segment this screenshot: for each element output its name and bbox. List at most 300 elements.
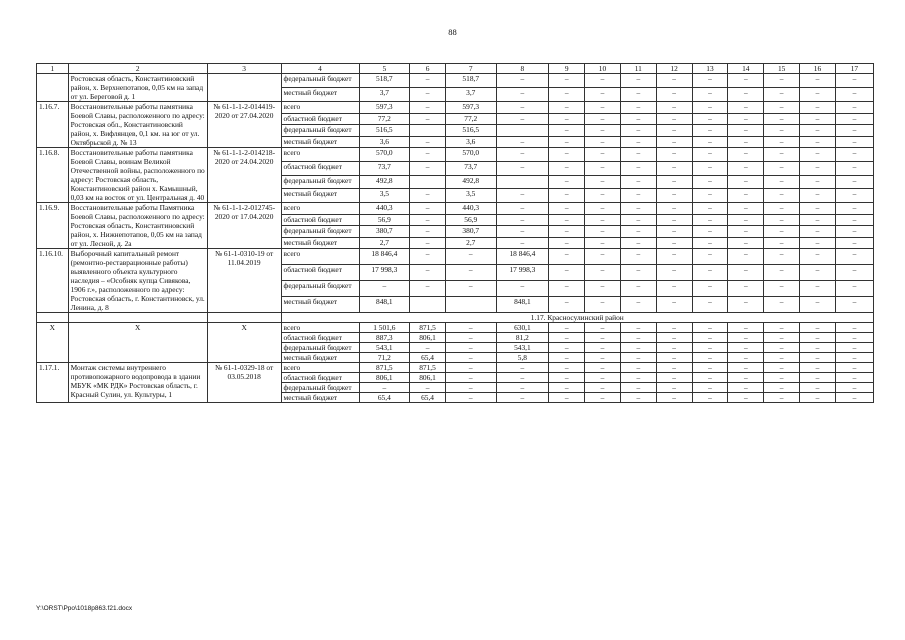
- funding-source: федеральный бюджет: [281, 125, 359, 137]
- section-header-row: [37, 313, 874, 323]
- value-col-16: –: [800, 148, 836, 162]
- value-col-11: –: [620, 265, 656, 281]
- value-col-10: –: [585, 148, 621, 162]
- value-v8: –: [496, 136, 549, 148]
- value-col-15: –: [764, 214, 800, 226]
- value-col-14: –: [728, 189, 764, 203]
- table-row: [37, 148, 874, 162]
- value-v7: 3,7: [445, 88, 496, 102]
- entry-number: 1.16.10.: [37, 249, 69, 313]
- value-col-17: –: [835, 373, 873, 383]
- value-col-15: –: [764, 136, 800, 148]
- value-col-10: –: [585, 102, 621, 114]
- value-col-11: –: [620, 113, 656, 125]
- value-v7: –: [445, 393, 496, 403]
- value-col-12: –: [656, 237, 692, 249]
- entry-number: [37, 74, 69, 102]
- value-v7: –: [445, 333, 496, 343]
- value-col-17: –: [835, 226, 873, 238]
- value-v8: 848,1: [496, 297, 549, 313]
- value-v8: –: [496, 203, 549, 215]
- value-col-17: –: [835, 189, 873, 203]
- value-col-10: –: [585, 353, 621, 363]
- value-col-14: –: [728, 113, 764, 125]
- header-col-17: 17: [835, 64, 873, 74]
- value-col-9: –: [549, 373, 585, 383]
- value-col-10: –: [585, 74, 621, 88]
- value-v6: –: [410, 383, 446, 393]
- value-v7: 380,7: [445, 226, 496, 238]
- value-col-12: –: [656, 189, 692, 203]
- value-col-12: –: [656, 333, 692, 343]
- value-col-13: –: [692, 323, 728, 333]
- value-col-14: –: [728, 363, 764, 373]
- value-v6: 65,4: [410, 393, 446, 403]
- value-col-16: –: [800, 323, 836, 333]
- value-v5: 18 846,4: [359, 249, 410, 265]
- value-col-12: –: [656, 113, 692, 125]
- value-col-9: –: [549, 113, 585, 125]
- value-col-14: –: [728, 383, 764, 393]
- funding-source: местный бюджет: [281, 353, 359, 363]
- header-col-6: 6: [410, 64, 446, 74]
- value-col-12: –: [656, 74, 692, 88]
- value-col-14: –: [728, 265, 764, 281]
- value-col-14: –: [728, 148, 764, 162]
- value-col-9: –: [549, 161, 585, 175]
- value-col-9: –: [549, 148, 585, 162]
- value-v6: –: [410, 265, 446, 281]
- value-col-16: –: [800, 353, 836, 363]
- value-v7: –: [445, 343, 496, 353]
- value-col-11: –: [620, 214, 656, 226]
- value-col-11: –: [620, 333, 656, 343]
- value-col-13: –: [692, 175, 728, 189]
- value-col-9: –: [549, 203, 585, 215]
- value-v8: –: [496, 148, 549, 162]
- value-col-11: –: [620, 136, 656, 148]
- value-col-15: –: [764, 74, 800, 88]
- value-col-15: –: [764, 148, 800, 162]
- value-v6: 65,4: [410, 353, 446, 363]
- value-v8: –: [496, 214, 549, 226]
- header-col-15: 15: [764, 64, 800, 74]
- section-blank: [207, 313, 281, 323]
- value-col-12: –: [656, 373, 692, 383]
- value-col-15: –: [764, 249, 800, 265]
- value-col-12: –: [656, 393, 692, 403]
- value-col-12: –: [656, 102, 692, 114]
- value-col-9: –: [549, 136, 585, 148]
- header-col-11: 11: [620, 64, 656, 74]
- funding-source: всего: [281, 363, 359, 373]
- value-col-16: –: [800, 343, 836, 353]
- header-col-2: 2: [68, 64, 207, 74]
- entry-description: Выборочный капитальный ремонт (ремонтно-реставрационные работы) выявленного объекта культурного наследия – «Особняк купца Сивякова, 1906 г.», расположенного по адресу: Ростовская область, г. Константиновск, ул. Ленина, д. 8: [68, 249, 207, 313]
- value-col-12: –: [656, 161, 692, 175]
- value-v8: [496, 175, 549, 189]
- header-col-16: 16: [800, 64, 836, 74]
- value-v7: 3,6: [445, 136, 496, 148]
- value-col-17: –: [835, 333, 873, 343]
- funding-source: федеральный бюджет: [281, 281, 359, 297]
- value-col-14: –: [728, 203, 764, 215]
- funding-source: областной бюджет: [281, 373, 359, 383]
- value-col-16: –: [800, 237, 836, 249]
- value-v8: 17 998,3: [496, 265, 549, 281]
- value-v8: –: [496, 88, 549, 102]
- value-col-14: –: [728, 88, 764, 102]
- entry-document: № 61-1-1-2-014419-2020 от 27.04.2020: [207, 102, 281, 148]
- value-col-16: –: [800, 203, 836, 215]
- funding-source: областной бюджет: [281, 333, 359, 343]
- value-v6: –: [410, 249, 446, 265]
- value-col-15: –: [764, 323, 800, 333]
- value-col-13: –: [692, 136, 728, 148]
- value-col-14: –: [728, 281, 764, 297]
- value-col-12: –: [656, 125, 692, 137]
- value-v6: 806,1: [410, 333, 446, 343]
- value-col-13: –: [692, 102, 728, 114]
- value-col-9: –: [549, 74, 585, 88]
- value-col-11: –: [620, 249, 656, 265]
- value-v8: –: [496, 226, 549, 238]
- value-col-14: –: [728, 249, 764, 265]
- value-col-15: –: [764, 125, 800, 137]
- value-v5: 597,3: [359, 102, 410, 114]
- value-col-15: –: [764, 189, 800, 203]
- value-col-10: –: [585, 88, 621, 102]
- funding-source: всего: [281, 249, 359, 265]
- value-col-14: –: [728, 373, 764, 383]
- value-v5: 543,1: [359, 343, 410, 353]
- value-v7: –: [445, 383, 496, 393]
- value-v7: –: [445, 281, 496, 297]
- value-col-16: –: [800, 74, 836, 88]
- value-col-11: –: [620, 323, 656, 333]
- funding-source: всего: [281, 203, 359, 215]
- value-v8: –: [496, 237, 549, 249]
- value-v7: 492,8: [445, 175, 496, 189]
- value-col-16: –: [800, 175, 836, 189]
- section-title: 1.17. Красносулинский район: [281, 313, 873, 323]
- value-v8: –: [496, 113, 549, 125]
- value-col-12: –: [656, 353, 692, 363]
- header-col-7: 7: [445, 64, 496, 74]
- value-col-16: –: [800, 297, 836, 313]
- value-v7: 570,0: [445, 148, 496, 162]
- value-col-14: –: [728, 353, 764, 363]
- entry-number: 1.16.7.: [37, 102, 69, 148]
- funding-source: федеральный бюджет: [281, 74, 359, 88]
- value-v7: –: [445, 265, 496, 281]
- value-v5: 2,7: [359, 237, 410, 249]
- value-col-13: –: [692, 148, 728, 162]
- budget-table: [36, 63, 874, 403]
- header-col-8: 8: [496, 64, 549, 74]
- value-v5: 56,9: [359, 214, 410, 226]
- funding-source: местный бюджет: [281, 136, 359, 148]
- header-col-14: 14: [728, 64, 764, 74]
- value-col-17: –: [835, 88, 873, 102]
- value-col-16: –: [800, 214, 836, 226]
- value-v6: –: [410, 74, 446, 88]
- value-col-14: –: [728, 226, 764, 238]
- value-col-11: –: [620, 383, 656, 393]
- value-col-11: –: [620, 203, 656, 215]
- value-col-14: –: [728, 175, 764, 189]
- value-col-11: –: [620, 88, 656, 102]
- value-col-13: –: [692, 333, 728, 343]
- value-col-9: –: [549, 343, 585, 353]
- value-v5: 516,5: [359, 125, 410, 137]
- value-col-9: –: [549, 363, 585, 373]
- value-v5: –: [359, 281, 410, 297]
- value-col-13: –: [692, 363, 728, 373]
- value-col-17: –: [835, 214, 873, 226]
- value-col-17: –: [835, 237, 873, 249]
- value-col-17: –: [835, 148, 873, 162]
- value-v5: 77,2: [359, 113, 410, 125]
- value-col-10: –: [585, 343, 621, 353]
- value-col-15: –: [764, 373, 800, 383]
- funding-source: местный бюджет: [281, 393, 359, 403]
- value-v8: –: [496, 189, 549, 203]
- value-col-12: –: [656, 343, 692, 353]
- value-col-13: –: [692, 281, 728, 297]
- header-col-4: 4: [281, 64, 359, 74]
- value-col-12: –: [656, 249, 692, 265]
- value-col-16: –: [800, 373, 836, 383]
- value-col-14: –: [728, 214, 764, 226]
- value-col-14: –: [728, 74, 764, 88]
- value-col-10: –: [585, 226, 621, 238]
- value-v6: –: [410, 214, 446, 226]
- value-col-14: –: [728, 333, 764, 343]
- value-col-17: –: [835, 297, 873, 313]
- value-v7: [445, 297, 496, 313]
- entry-number: 1.16.9.: [37, 203, 69, 249]
- funding-source: областной бюджет: [281, 161, 359, 175]
- value-col-10: –: [585, 333, 621, 343]
- value-v5: 65,4: [359, 393, 410, 403]
- value-col-12: –: [656, 323, 692, 333]
- value-col-14: –: [728, 136, 764, 148]
- value-v6: [410, 175, 446, 189]
- value-col-11: –: [620, 161, 656, 175]
- value-v6: 806,1: [410, 373, 446, 383]
- value-col-9: –: [549, 125, 585, 137]
- value-col-13: –: [692, 393, 728, 403]
- entry-document: [207, 74, 281, 102]
- value-v6: [410, 125, 446, 137]
- value-v8: 81,2: [496, 333, 549, 343]
- table-row: [37, 203, 874, 215]
- value-col-9: –: [549, 88, 585, 102]
- value-col-11: –: [620, 175, 656, 189]
- funding-source: областной бюджет: [281, 113, 359, 125]
- value-v7: 2,7: [445, 237, 496, 249]
- value-v6: –: [410, 226, 446, 238]
- value-col-15: –: [764, 237, 800, 249]
- value-col-15: –: [764, 333, 800, 343]
- value-v5: 71,2: [359, 353, 410, 363]
- value-col-16: –: [800, 265, 836, 281]
- value-col-11: –: [620, 343, 656, 353]
- value-col-14: –: [728, 323, 764, 333]
- value-col-13: –: [692, 214, 728, 226]
- value-col-10: –: [585, 323, 621, 333]
- entry-description: Восстановительные работы Памятника Боевой Славы, расположенного по адресу: Ростовская область, Константиновский район, х. Нижнепотапов, 0,05 км на запад от ул. Лесной, д. 2а: [68, 203, 207, 249]
- entry-description: Ростовская область, Константиновский район, х. Верхнепотапов, 0,05 км на запад от ул. Береговой д. 1: [68, 74, 207, 102]
- entry-description: Х: [68, 323, 207, 363]
- value-col-10: –: [585, 125, 621, 137]
- value-col-13: –: [692, 161, 728, 175]
- entry-document: № 61-1-0310-19 от 11.04.2019: [207, 249, 281, 313]
- entry-number: 1.17.1.: [37, 363, 69, 403]
- value-col-13: –: [692, 237, 728, 249]
- value-col-11: –: [620, 102, 656, 114]
- funding-source: местный бюджет: [281, 237, 359, 249]
- value-col-16: –: [800, 102, 836, 114]
- value-col-16: –: [800, 281, 836, 297]
- value-col-11: –: [620, 353, 656, 363]
- value-col-17: –: [835, 249, 873, 265]
- header-col-1: 1: [37, 64, 69, 74]
- value-v6: –: [410, 136, 446, 148]
- value-col-9: –: [549, 297, 585, 313]
- value-col-10: –: [585, 203, 621, 215]
- value-col-14: –: [728, 297, 764, 313]
- value-v8: –: [496, 281, 549, 297]
- value-v7: –: [445, 373, 496, 383]
- value-col-15: –: [764, 226, 800, 238]
- entry-number: 1.16.8.: [37, 148, 69, 203]
- value-col-13: –: [692, 74, 728, 88]
- table-row: [37, 323, 874, 333]
- value-col-15: –: [764, 353, 800, 363]
- value-col-13: –: [692, 249, 728, 265]
- value-col-12: –: [656, 175, 692, 189]
- value-v5: 887,3: [359, 333, 410, 343]
- value-col-12: –: [656, 297, 692, 313]
- value-col-17: –: [835, 265, 873, 281]
- value-v5: 17 998,3: [359, 265, 410, 281]
- value-col-16: –: [800, 363, 836, 373]
- value-col-10: –: [585, 189, 621, 203]
- value-col-12: –: [656, 136, 692, 148]
- value-col-10: –: [585, 373, 621, 383]
- value-col-16: –: [800, 393, 836, 403]
- value-v6: –: [410, 102, 446, 114]
- value-col-14: –: [728, 161, 764, 175]
- value-col-9: –: [549, 281, 585, 297]
- value-col-10: –: [585, 383, 621, 393]
- value-col-10: –: [585, 281, 621, 297]
- value-v8: –: [496, 373, 549, 383]
- value-col-15: –: [764, 297, 800, 313]
- value-col-15: –: [764, 88, 800, 102]
- value-v7: 56,9: [445, 214, 496, 226]
- value-v6: 871,5: [410, 323, 446, 333]
- value-col-14: –: [728, 125, 764, 137]
- entry-document: № 61-1-1-2-012745-2020 от 17.04.2020: [207, 203, 281, 249]
- value-col-9: –: [549, 189, 585, 203]
- value-col-15: –: [764, 161, 800, 175]
- value-col-16: –: [800, 333, 836, 343]
- value-v8: 630,1: [496, 323, 549, 333]
- value-col-12: –: [656, 148, 692, 162]
- funding-source: всего: [281, 148, 359, 162]
- value-col-17: –: [835, 343, 873, 353]
- value-col-16: –: [800, 189, 836, 203]
- value-col-13: –: [692, 203, 728, 215]
- value-col-14: –: [728, 102, 764, 114]
- value-v5: 3,5: [359, 189, 410, 203]
- value-col-16: –: [800, 88, 836, 102]
- value-col-17: –: [835, 363, 873, 373]
- value-col-9: –: [549, 226, 585, 238]
- value-v6: –: [410, 189, 446, 203]
- value-col-9: –: [549, 237, 585, 249]
- value-col-17: –: [835, 281, 873, 297]
- value-col-9: –: [549, 102, 585, 114]
- value-col-15: –: [764, 102, 800, 114]
- footer-file-path: Y:\ORST\Ppo\1018p863.f21.docx: [36, 605, 133, 612]
- value-col-11: –: [620, 148, 656, 162]
- value-col-13: –: [692, 226, 728, 238]
- value-col-10: –: [585, 265, 621, 281]
- value-v6: –: [410, 113, 446, 125]
- value-col-9: –: [549, 333, 585, 343]
- value-col-13: –: [692, 88, 728, 102]
- value-col-10: –: [585, 161, 621, 175]
- value-col-14: –: [728, 237, 764, 249]
- table-row: [37, 102, 874, 114]
- value-col-11: –: [620, 363, 656, 373]
- value-col-17: –: [835, 383, 873, 393]
- value-v5: 848,1: [359, 297, 410, 313]
- value-col-11: –: [620, 125, 656, 137]
- value-col-11: –: [620, 281, 656, 297]
- value-v6: –: [410, 343, 446, 353]
- value-col-9: –: [549, 265, 585, 281]
- page-number: 88: [448, 27, 457, 37]
- value-col-12: –: [656, 383, 692, 393]
- funding-source: всего: [281, 102, 359, 114]
- entry-description: Монтаж системы внутреннего противопожарного водопровода в здании МБУК «МК РДК» Ростовская область, г. Красный Сулин, ул. Культуры, 1: [68, 363, 207, 403]
- value-col-12: –: [656, 226, 692, 238]
- value-col-11: –: [620, 373, 656, 383]
- value-v8: –: [496, 102, 549, 114]
- header-col-5: 5: [359, 64, 410, 74]
- value-col-15: –: [764, 203, 800, 215]
- value-v6: –: [410, 148, 446, 162]
- value-v7: 518,7: [445, 74, 496, 88]
- value-v7: –: [445, 353, 496, 363]
- funding-source: местный бюджет: [281, 88, 359, 102]
- funding-source: местный бюджет: [281, 297, 359, 313]
- value-v6: 871,5: [410, 363, 446, 373]
- header-col-9: 9: [549, 64, 585, 74]
- header-col-13: 13: [692, 64, 728, 74]
- funding-source: местный бюджет: [281, 189, 359, 203]
- value-v5: 518,7: [359, 74, 410, 88]
- value-col-11: –: [620, 74, 656, 88]
- value-col-13: –: [692, 265, 728, 281]
- value-v8: [496, 125, 549, 137]
- value-col-9: –: [549, 323, 585, 333]
